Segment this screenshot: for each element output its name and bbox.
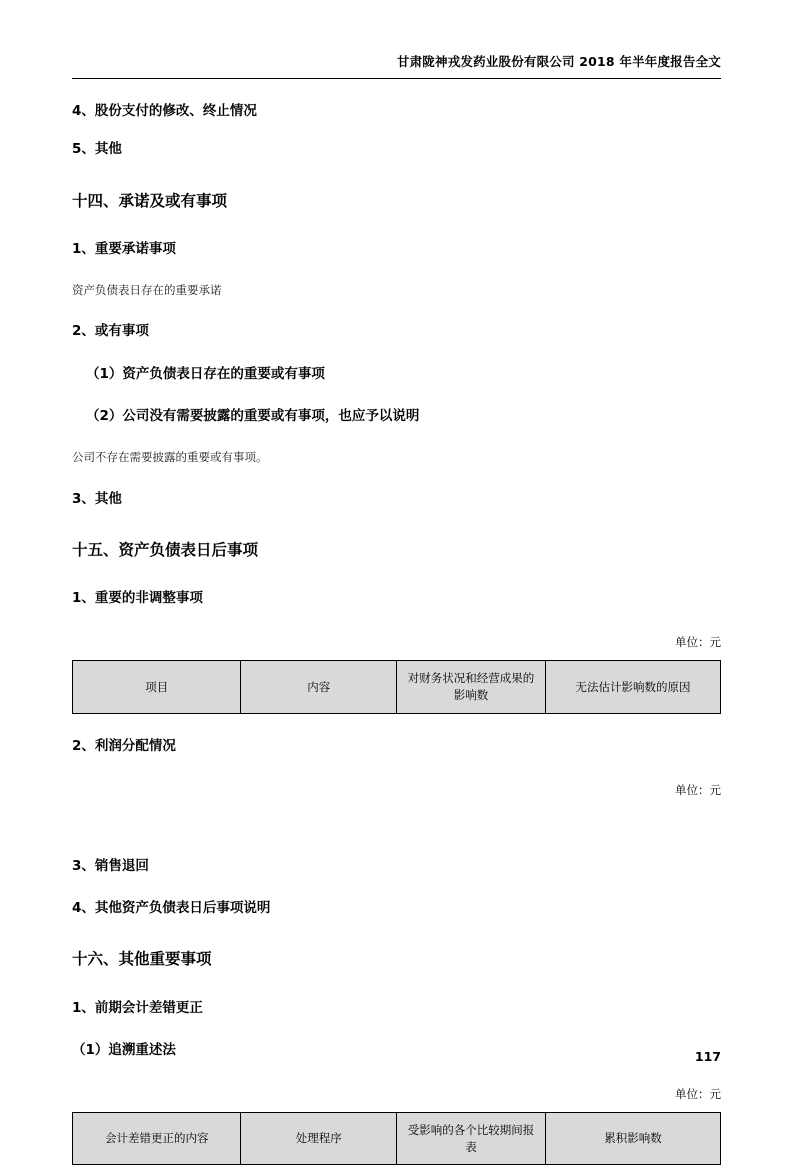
- paragraph-14-1: 资产负债表日存在的重要承诺: [72, 283, 222, 297]
- section-heading-14: 十四、承诺及或有事项: [72, 191, 228, 210]
- page-content: [72, 52, 721, 1169]
- table-header-cell: 累积影响数: [546, 1113, 721, 1165]
- section-heading-15: 十五、资产负债表日后事项: [72, 540, 259, 559]
- table-header-cell: 内容: [241, 661, 397, 713]
- heading-14-2-1: （1）资产负债表日存在的重要或有事项: [86, 365, 325, 382]
- heading-14-2: 2、或有事项: [72, 323, 149, 340]
- table-header-cell: 项目: [73, 661, 241, 713]
- unit-label-1: 单位：元: [675, 635, 721, 650]
- heading-14-1: 1、重要承诺事项: [72, 240, 176, 257]
- heading-15-2: 2、利润分配情况: [72, 737, 176, 754]
- header-divider: [72, 78, 721, 79]
- heading-15-3: 3、销售退回: [72, 857, 149, 874]
- heading-item-4: 4、股份支付的修改、终止情况: [72, 103, 257, 119]
- table-header-cell: 处理程序: [241, 1113, 397, 1165]
- heading-16-1-1: （1）追溯重述法: [72, 1041, 176, 1058]
- table-header-cell: 会计差错更正的内容: [73, 1113, 241, 1165]
- heading-item-5: 5、其他: [72, 141, 122, 158]
- table-header-cell: 对财务状况和经营成果的影响数: [396, 661, 545, 713]
- heading-14-2-2: （2）公司没有需要披露的重要或有事项，也应予以说明: [86, 407, 420, 424]
- running-header: 甘肃陇神戎发药业股份有限公司 2018 年半年度报告全文: [396, 54, 721, 69]
- table-header-row: [73, 1113, 721, 1165]
- page-number: 117: [694, 1049, 721, 1064]
- table-header-row: [73, 661, 721, 713]
- section-heading-16: 十六、其他重要事项: [72, 950, 212, 969]
- error-correction-table: [72, 1112, 721, 1165]
- table-header-cell: 无法估计影响数的原因: [546, 661, 721, 713]
- non-adjusting-events-table: [72, 660, 721, 713]
- heading-14-3: 3、其他: [72, 490, 122, 507]
- heading-15-1: 1、重要的非调整事项: [72, 590, 203, 607]
- unit-label-2: 单位：元: [675, 782, 721, 797]
- paragraph-14-2-2: 公司不存在需要披露的重要或有事项。: [72, 450, 268, 465]
- table-header-cell: 受影响的各个比较期间报表: [396, 1113, 545, 1165]
- heading-15-4: 4、其他资产负债表日后事项说明: [72, 900, 271, 917]
- heading-16-1: 1、前期会计差错更正: [72, 999, 203, 1016]
- unit-label-3: 单位：元: [675, 1087, 721, 1102]
- spacer: [72, 808, 721, 834]
